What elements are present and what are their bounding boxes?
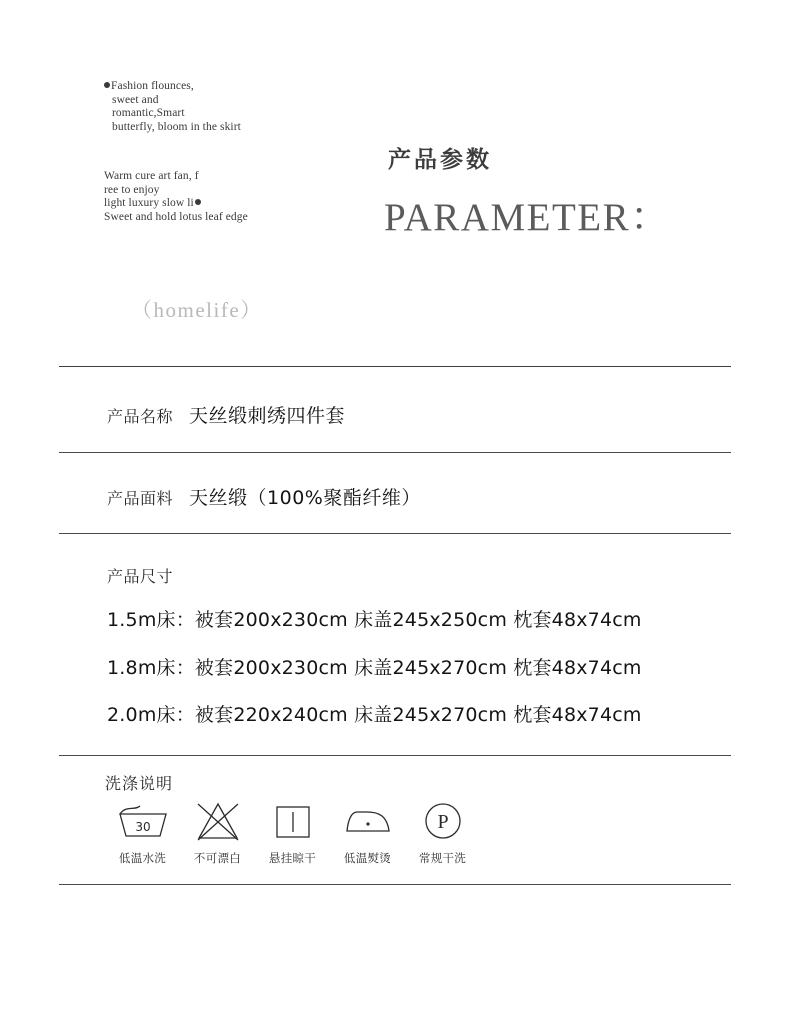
size-line-1: 1.5m床：被套200x230cm 床盖245x250cm 枕套48x74cm: [107, 609, 642, 631]
washing-label-bleach: 不可漂白: [193, 851, 242, 865]
washing-item-bleach: [180, 798, 255, 866]
product-name-value: 天丝缎刺绣四件套: [189, 405, 346, 427]
divider-bottom: [59, 884, 731, 885]
size-label: 产品尺寸: [107, 567, 174, 586]
svg-text:30: 30: [134, 820, 151, 834]
divider-after-fabric: [59, 533, 731, 534]
decor-line-7-text: light luxury slow li: [104, 197, 194, 209]
page-title-en: PARAMETER：: [384, 196, 671, 239]
washing-item-dryclean: [405, 798, 480, 866]
fabric-value: 天丝缎（100%聚酯纤维）: [189, 487, 421, 509]
fabric-label: 产品面料: [107, 489, 174, 508]
washing-label-wash: 低温水洗: [118, 851, 167, 865]
washing-label-dry: 悬挂晾干: [268, 851, 317, 865]
washing-title: 洗涤说明: [105, 774, 174, 793]
washing-icons-row: [105, 798, 555, 866]
decor-line-3: romantic,Smart: [112, 107, 185, 119]
line-dry-icon: [265, 798, 321, 844]
svg-text:P: P: [436, 811, 449, 833]
size-line-3: 2.0m床：被套220x240cm 床盖245x270cm 枕套48x74cm: [107, 704, 642, 726]
washing-item-wash: [105, 798, 180, 866]
decorative-group-two: [104, 170, 404, 224]
divider-after-name: [59, 452, 731, 453]
no-bleach-triangle-icon: [190, 798, 246, 844]
decor-line-1: [104, 80, 404, 94]
spec-row-fabric: [107, 483, 421, 510]
washing-label-dryclean: 常规干洗: [418, 851, 467, 865]
decorative-text-block: [104, 80, 404, 224]
decor-line-4: butterfly, bloom in the skirt: [112, 120, 241, 133]
brand-homelife: （homelife）: [131, 298, 263, 322]
washing-item-iron: [330, 798, 405, 866]
decor-line-5: Warm cure art fan, f: [104, 170, 199, 182]
bullet-dot-icon-2: [195, 199, 201, 205]
divider-top: [59, 366, 731, 367]
spec-row-product-name: [107, 401, 345, 428]
decor-line-2: sweet and: [112, 93, 159, 106]
bullet-dot-icon: [104, 82, 110, 88]
decor-line-7: [104, 197, 404, 211]
divider-before-washing: [59, 755, 731, 756]
washing-label-iron: 低温熨烫: [343, 851, 392, 865]
dryclean-p-icon: [415, 798, 471, 844]
iron-low-temp-icon: [340, 798, 396, 844]
decorative-group-one: [104, 80, 404, 134]
washing-item-dry: [255, 798, 330, 866]
product-name-label: 产品名称: [107, 407, 174, 426]
wash-tub-30-icon: [115, 798, 171, 844]
size-line-2: 1.8m床：被套200x230cm 床盖245x270cm 枕套48x74cm: [107, 657, 642, 679]
page-title-cn: 产品参数: [388, 147, 492, 173]
decor-line-1-text: Fashion flounces,: [111, 80, 194, 92]
decor-line-6: ree to enjoy: [104, 183, 160, 196]
decor-line-8: Sweet and hold lotus leaf edge: [104, 210, 248, 223]
